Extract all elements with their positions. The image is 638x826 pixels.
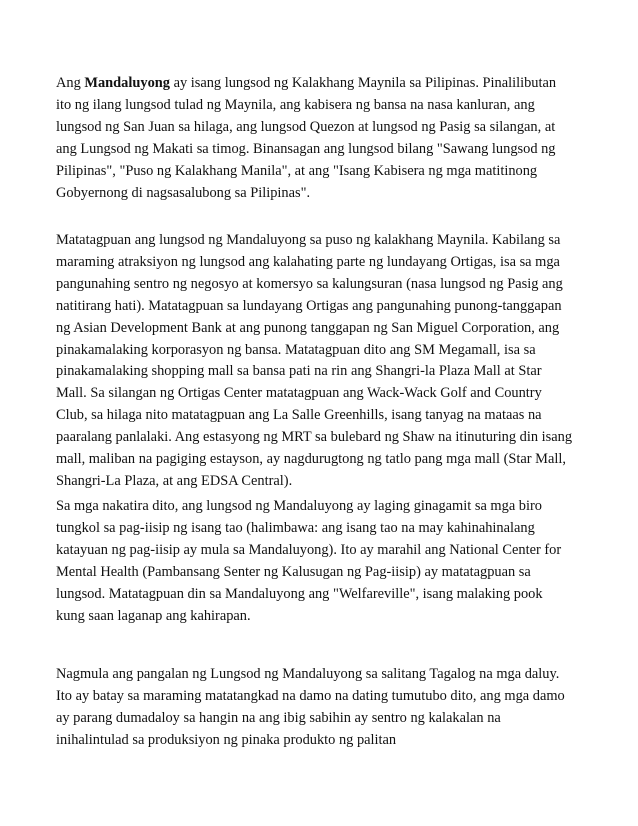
paragraph-etymology: Nagmula ang pangalan ng Lungsod ng Mandaluyong sa salitang Tagalog na mga daluy. Ito ay batay sa maraming matatangkad na damo na dating tumutubo dito, ang mga damo ay parang dumadaloy sa hangin na ang ibig sabihin ay sentro ng kalakalan na inihalintulad sa produksiyon ng pinaka produkto ng palitan [56,666,565,748]
paragraph-attractions: Matatagpuan ang lungsod ng Mandaluyong sa puso ng kalakhang Maynila. Kabilang sa maraming atraksiyon ng lungsod ang kalahating parte ng lundayang Ortigas, isa sa mga pangunahing sentro ng negosyo at komersyo sa kalungsuran (nasa lungsod ng Pasig ang natitirang hati). Matatagpuan sa lundayang Ortigas ang pangunahing punong-tanggapan ng Asian Development Bank at ang punong tanggapan ng San Miguel Corporation, ang pinakamalaking korporasyon ng bansa. Matatagpuan dito ang SM Megamall, isa sa pinakamalaking shopping mall sa bansa pati na rin ang Shangri-la Plaza Mall at Star Mall. Sa silangan ng Ortigas Center matatagpuan ang Wack-Wack Golf and Country Club, sa hilaga nito matatagpuan ang La Salle Greenhills, isang tanyag na mataas na paaralang panlalaki. Ang estasyong ng MRT sa bulebard ng Shaw na itinuturing din isang mall, maliban na pagiging estayson, ay nagdurugtong ng tatlo pang mga mall (Star Mall, Shangri-La Plaza, at ang EDSA Central). [56,232,573,489]
paragraph-reputation: Sa mga nakatira dito, ang lungsod ng Mandaluyong ay laging ginagamit sa mga biro tungkol sa pag-iisip ng isang tao (halimbawa: ang isang tao na may kahinahinalang katayuan ng pag-iisip ay mula sa Mandaluyong). Ito ay marahil ang National Center for Mental Health (Pambansang Senter ng Kalusugan ng Pag-iisip) ay matatagpuan sa lungsod. Matatagpuan din sa Mandaluyong ang "Welfareville", isang malaking pook kung saan laganap ang kahirapan. [56,498,562,624]
intro-lead-text: Ang [56,75,85,91]
intro-body-text: ay isang lungsod ng Kalakhang Maynila sa Pilipinas. Pinalilibutan ito ng ilang lungsod tulad ng Maynila, ang kabisera ng bansa na nasa kanluran, ang lungsod ng San Juan sa hilaga, ang lungsod Quezon at lungsod ng Pasig sa silangan, at ang Lungsod ng Makati sa timog. Binansagan ang lungsod bilang "Sawang lungsod ng Pilipinas", "Puso ng Kalakhang Manila", at ang "Isang Kabisera ng mga matitinong Gobyernong di nagsasalubong sa Pilipinas". [56,75,557,201]
paragraph-intro [56,73,586,204]
city-name-bold: Mandaluyong [84,75,170,91]
